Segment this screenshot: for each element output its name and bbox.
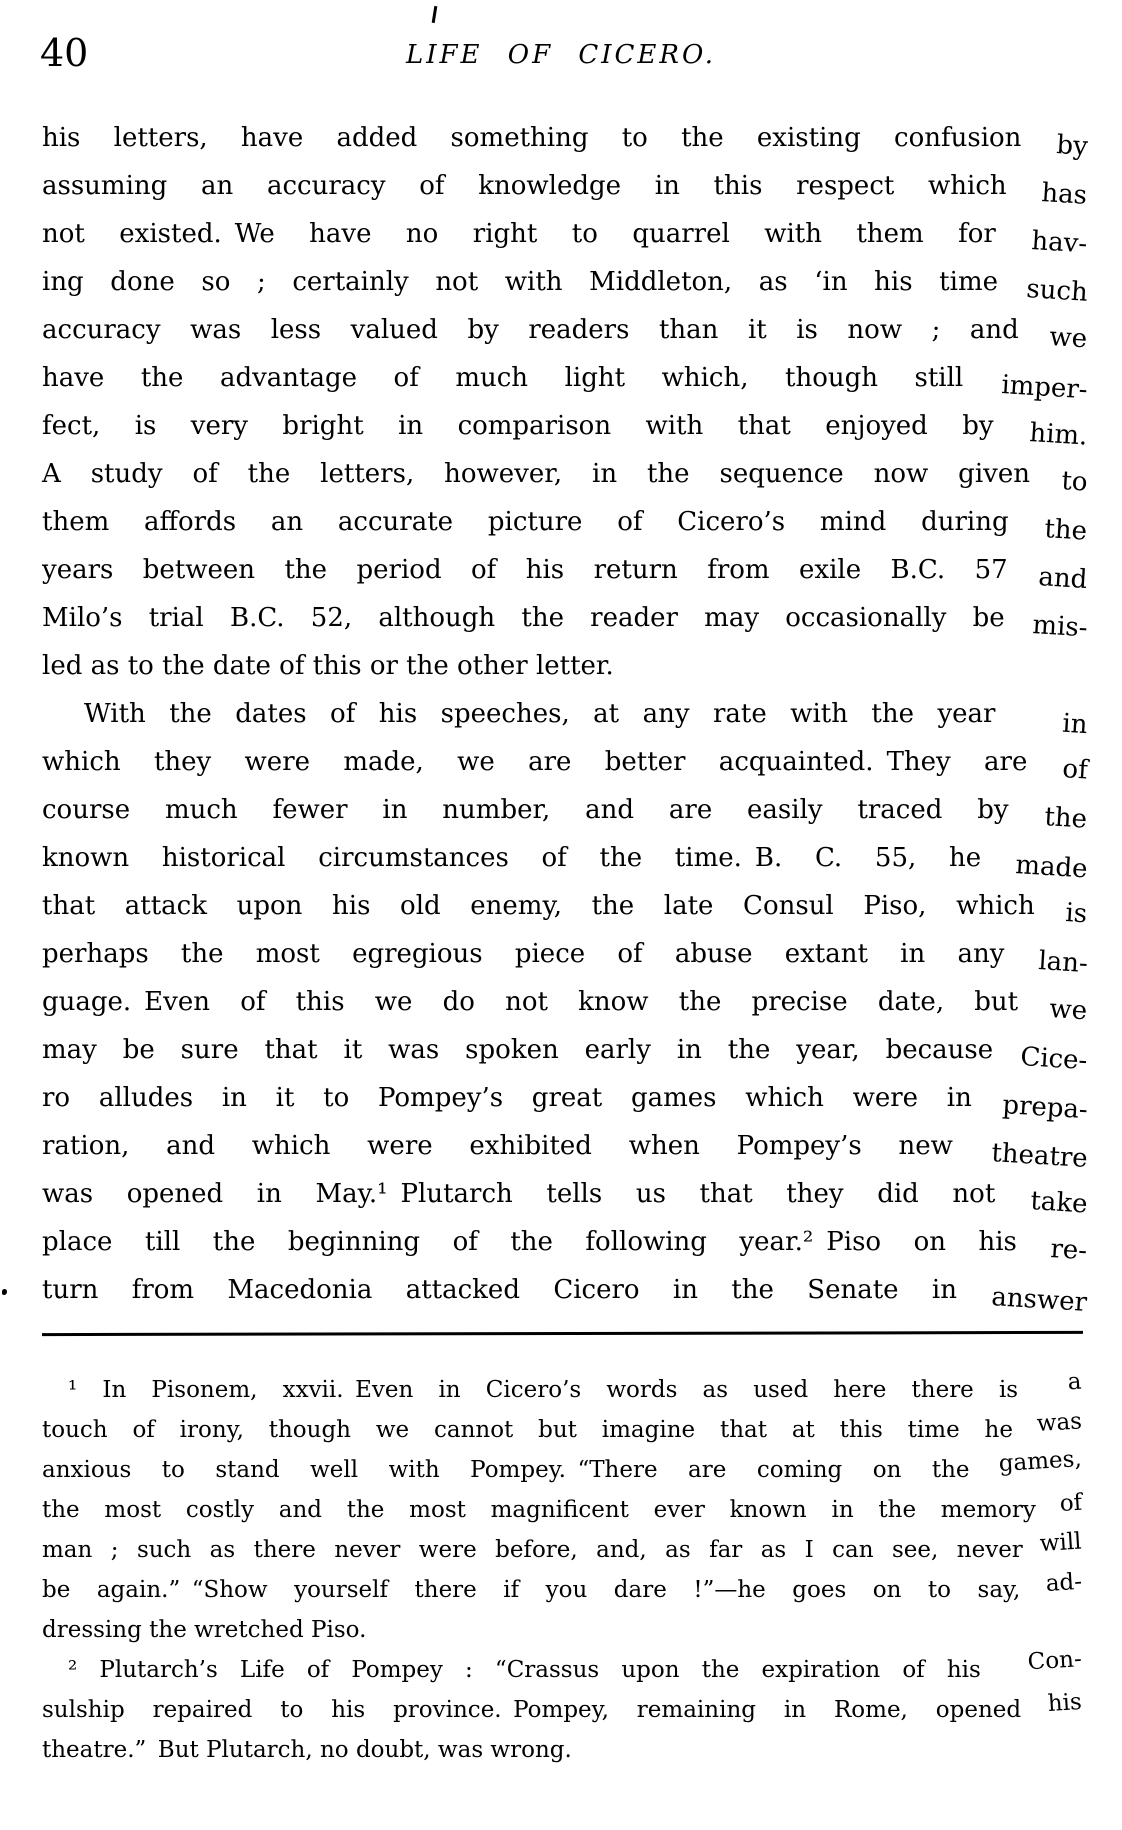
line-last-word: the bbox=[1043, 514, 1089, 547]
text-line: that attack upon his old enemy, the late Consul Piso, which is bbox=[42, 882, 1086, 930]
line-last-word: will bbox=[1039, 1528, 1083, 1558]
line-last-word: lan- bbox=[1037, 946, 1089, 980]
text-line: assuming an accuracy of knowledge in this respect which has bbox=[42, 162, 1086, 210]
text-line: A study of the letters, however, in the sequence now given to bbox=[42, 450, 1086, 498]
text-line: the most costly and the most magnificent ever known in the memory of bbox=[42, 1490, 1083, 1530]
line-last-word: by bbox=[1055, 130, 1089, 162]
text-line: anxious to stand well with Pompey. “There are coming on the games, bbox=[42, 1450, 1083, 1490]
line-last-word: and bbox=[1037, 562, 1089, 596]
text-line: turn from Macedonia attacked Cicero in the Senate in answer bbox=[42, 1266, 1086, 1314]
line-last-word: answer bbox=[990, 1282, 1089, 1318]
text-line: them affords an accurate picture of Cicero’s mind during the bbox=[42, 498, 1086, 546]
line-last-word: games, bbox=[998, 1445, 1083, 1478]
page-number: 40 bbox=[40, 31, 89, 75]
scan-artifact-speck bbox=[2, 1289, 7, 1295]
line-last-word: take bbox=[1029, 1186, 1089, 1220]
line-last-word: of bbox=[1061, 754, 1089, 786]
line-last-word: ad- bbox=[1044, 1568, 1083, 1598]
text-line: course much fewer in number, and are easily traced by the bbox=[42, 786, 1086, 834]
text-line: man ; such as there never were before, and, as far as I can see, never will bbox=[42, 1530, 1083, 1570]
text-line: With the dates of his speeches, at any rate with the year in bbox=[42, 690, 1086, 738]
line-last-word: we bbox=[1048, 322, 1089, 355]
text-line: fect, is very bright in comparison with that enjoyed by him. bbox=[42, 402, 1086, 450]
text-line: place till the beginning of the following year.² Piso on his re- bbox=[42, 1218, 1086, 1266]
text-line: led as to the date of this or the other letter. bbox=[42, 651, 614, 681]
text-line: ro alludes in it to Pompey’s great games which were in prepa- bbox=[42, 1074, 1086, 1122]
text-line: guage. Even of this we do not know the precise date, but we bbox=[42, 978, 1086, 1026]
line-last-word: his bbox=[1047, 1688, 1083, 1718]
text-line: ing done so ; certainly not with Middleton, as ‘in his time such bbox=[42, 258, 1086, 306]
running-title: LIFE OF CICERO. bbox=[405, 40, 717, 70]
line-last-word: has bbox=[1040, 178, 1089, 211]
text-line: which they were made, we are better acquainted. They are of bbox=[42, 738, 1086, 786]
line-last-word: made bbox=[1014, 850, 1089, 885]
text-line: dressing the wretched Piso. bbox=[42, 1617, 367, 1643]
text-line: ² Plutarch’s Life of Pompey : “Crassus upon the expiration of his Con- bbox=[42, 1650, 1083, 1690]
text-line: his letters, have added something to the existing confusion by bbox=[42, 114, 1086, 162]
line-last-word: we bbox=[1048, 994, 1089, 1027]
line-last-word: to bbox=[1060, 466, 1089, 498]
line-last-word: the bbox=[1043, 802, 1089, 835]
text-line: sulship repaired to his province. Pompey, remaining in Rome, opened his bbox=[42, 1690, 1083, 1730]
text-line: ¹ In Pisonem, xxvii. Even in Cicero’s words as used here there is a bbox=[42, 1370, 1083, 1410]
line-last-word: him. bbox=[1028, 418, 1089, 452]
text-line: theatre.” But Plutarch, no doubt, was wrong. bbox=[42, 1737, 572, 1763]
line-last-word: re- bbox=[1049, 1234, 1089, 1267]
text-line: be again.” “Show yourself there if you dare !”—he goes on to say, ad- bbox=[42, 1570, 1083, 1610]
footnotes bbox=[42, 1370, 1083, 1770]
text-line: accuracy was less valued by readers than it is now ; and we bbox=[42, 306, 1086, 354]
text-line: perhaps the most egregious piece of abuse extant in any lan- bbox=[42, 930, 1086, 978]
text-line: years between the period of his return from exile B.C. 57 and bbox=[42, 546, 1086, 594]
line-last-word: hav- bbox=[1030, 226, 1089, 260]
line-last-word: of bbox=[1058, 1489, 1083, 1518]
scan-artifact-tick bbox=[432, 6, 438, 23]
text-line: touch of irony, though we cannot but imagine that at this time he was bbox=[42, 1410, 1083, 1450]
text-line: not existed. We have no right to quarrel with them for hav- bbox=[42, 210, 1086, 258]
text-line: Milo’s trial B.C. 52, although the reader may occasionally be mis- bbox=[42, 594, 1086, 642]
line-last-word: such bbox=[1025, 274, 1089, 308]
text-line: was opened in May.¹ Plutarch tells us that they did not take bbox=[42, 1170, 1086, 1218]
line-last-word: in bbox=[1061, 708, 1089, 741]
line-last-word: theatre bbox=[990, 1138, 1089, 1174]
text-line: may be sure that it was spoken early in the year, because Cice- bbox=[42, 1026, 1086, 1074]
text-line: ration, and which were exhibited when Pompey’s new theatre bbox=[42, 1122, 1086, 1170]
line-last-word: Cice- bbox=[1019, 1042, 1089, 1077]
line-last-word: Con- bbox=[1026, 1646, 1083, 1676]
line-last-word: is bbox=[1064, 898, 1089, 930]
text-line: known historical circumstances of the time. B. C. 55, he made bbox=[42, 834, 1086, 882]
line-last-word: imper- bbox=[1000, 370, 1089, 406]
line-last-word: prepa- bbox=[1001, 1090, 1089, 1126]
body-text bbox=[42, 114, 1089, 1318]
line-last-word: mis- bbox=[1031, 610, 1089, 644]
footnote-separator-rule bbox=[42, 1331, 1083, 1336]
line-last-word: was bbox=[1035, 1408, 1083, 1438]
text-line: have the advantage of much light which, though still imper- bbox=[42, 354, 1086, 402]
line-last-word: a bbox=[1067, 1368, 1083, 1396]
